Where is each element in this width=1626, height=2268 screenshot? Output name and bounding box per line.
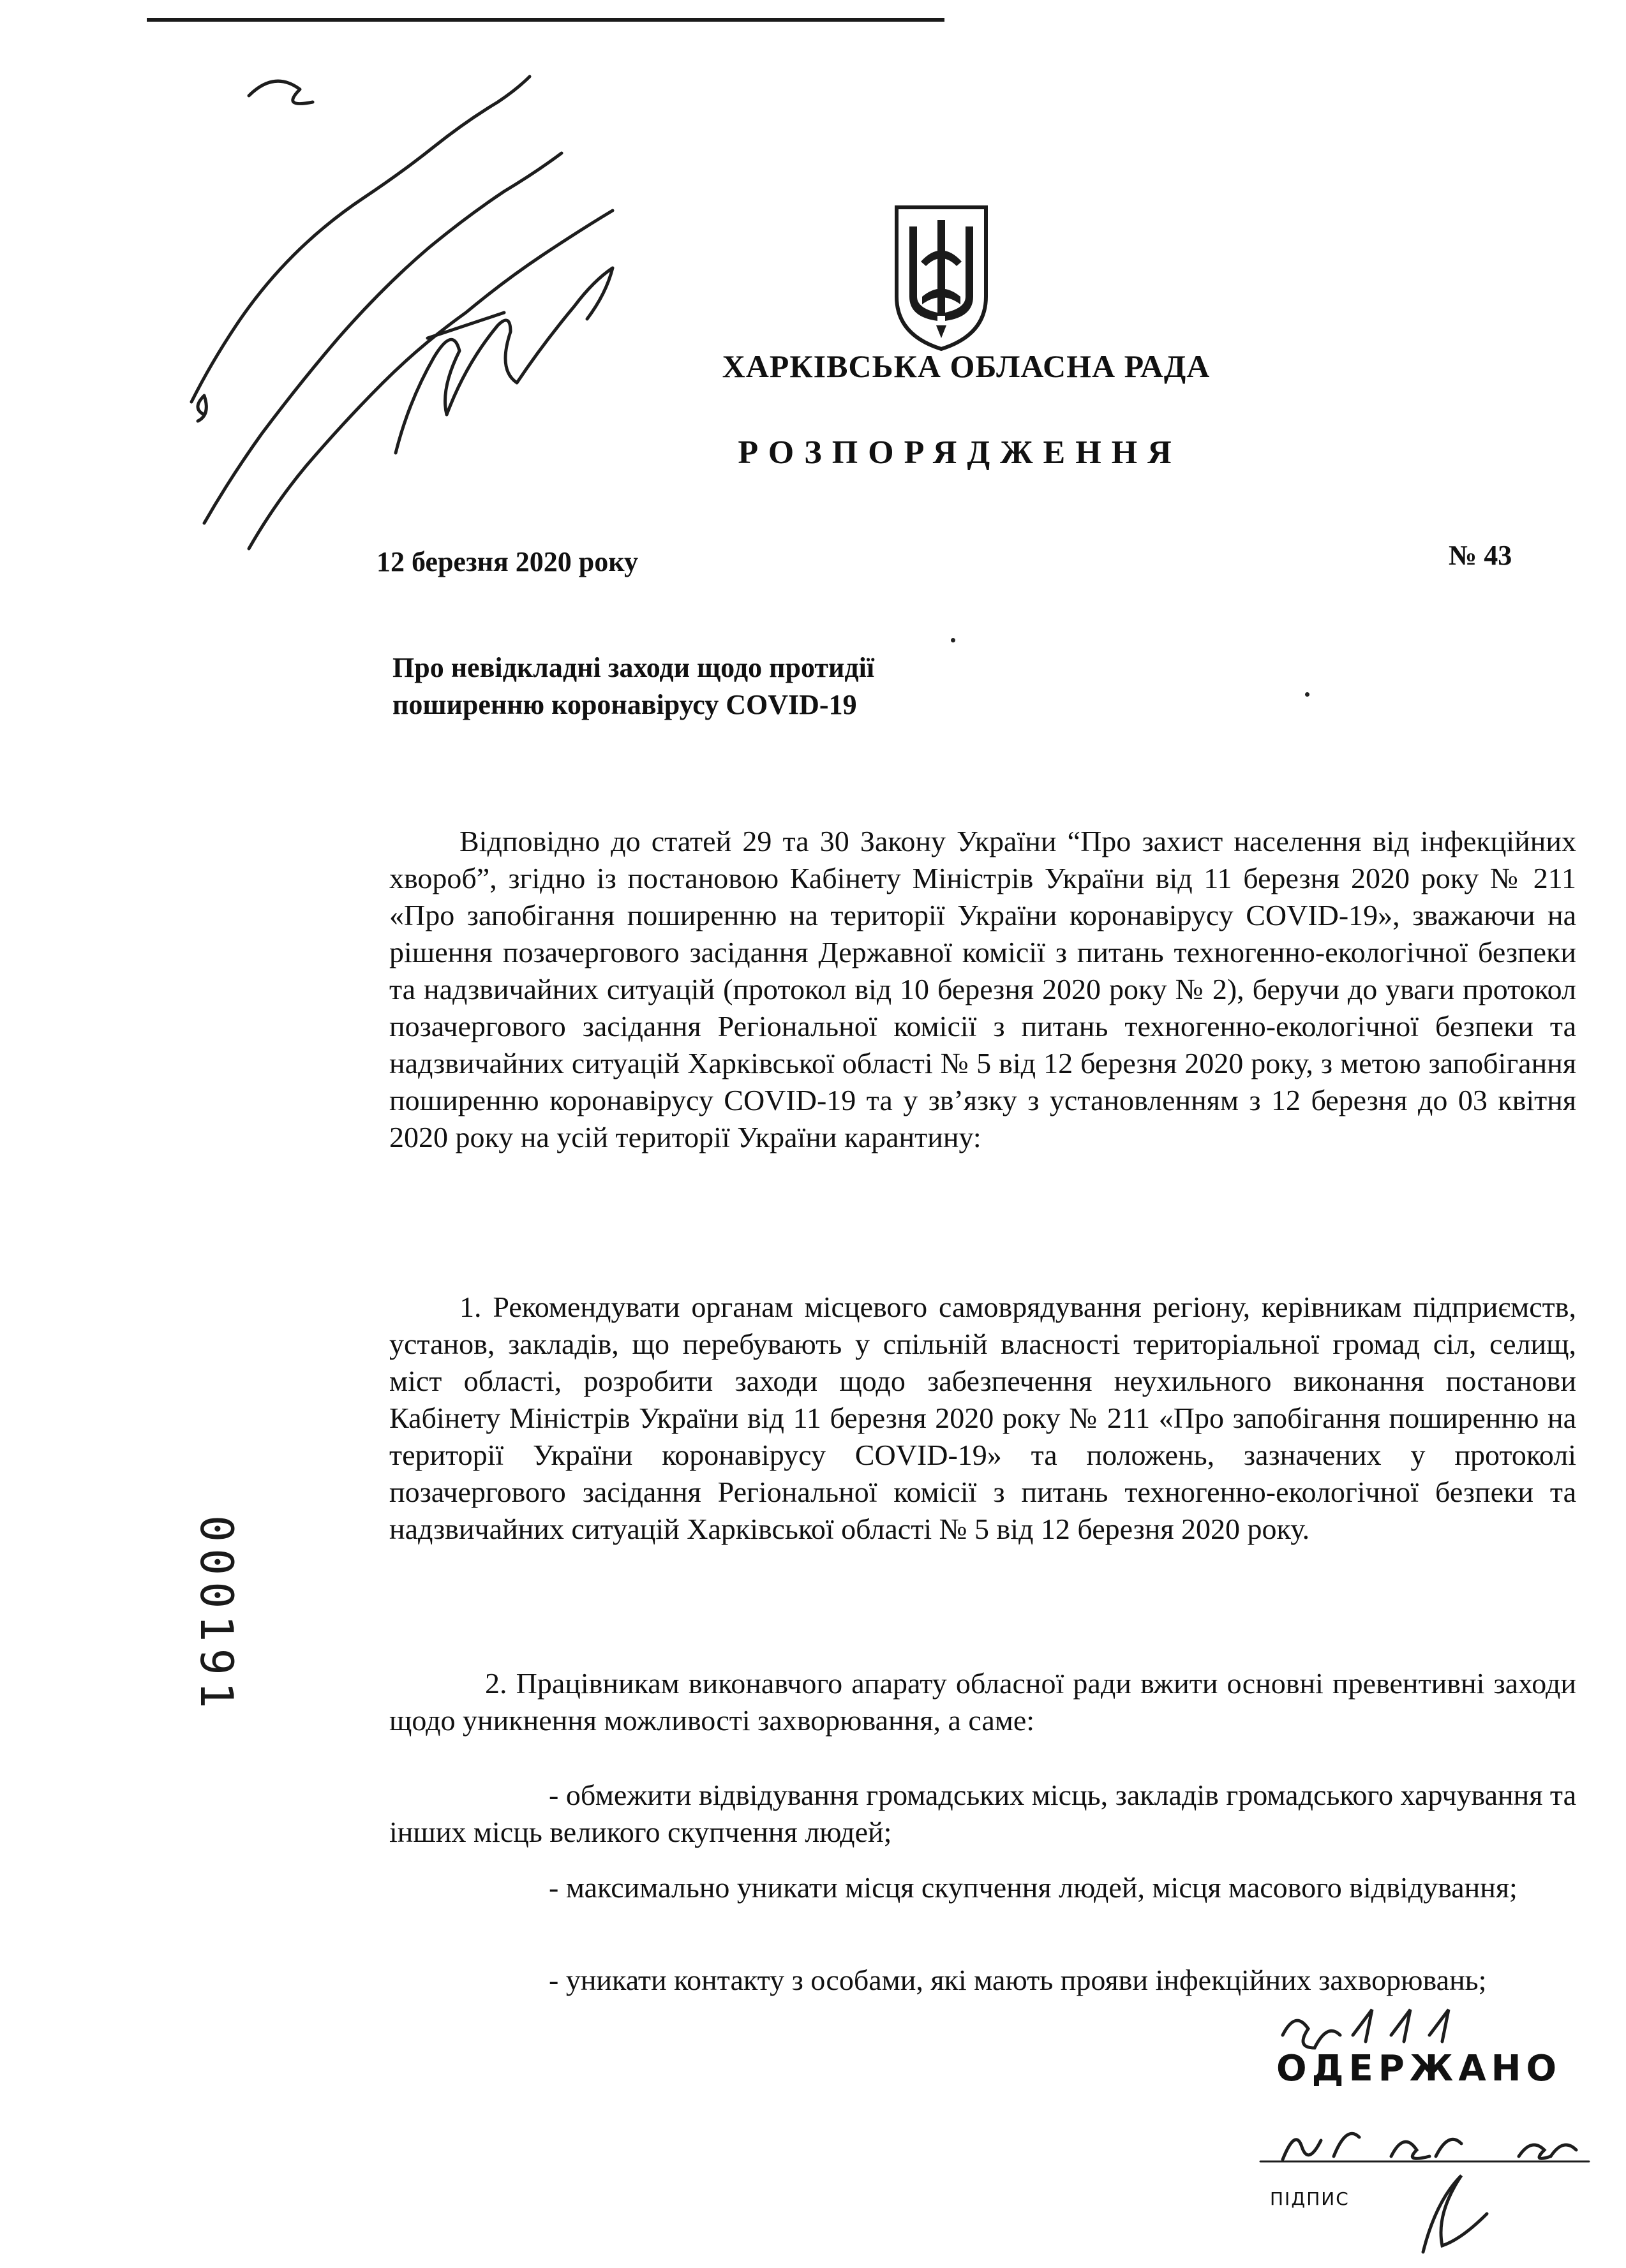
top-scan-line [147,18,944,22]
scan-speck [1305,692,1309,697]
bullet-2: - максимально уникати місця скупчення людей, місця масового відвідування; [549,1871,1518,1904]
organization-name: ХАРКІВСЬКА ОБЛАСНА РАДА [722,348,1211,384]
document-type: РОЗПОРЯДЖЕННЯ [738,434,1182,471]
document-subject [392,649,874,723]
handwritten-resolution [153,38,791,612]
received-stamp-handwriting [1244,2003,1602,2258]
item-1-paragraph: 1. Рекомендувати органам місцевого самоврядування регіону, керівникам підприємств, установ, закладів, що перебувають у спільній власності територіальної громад сіл, селищ, міст області, розробити заходи щодо забезпечення неухильного виконання постанови Кабінету Міністрів України від 11 березня 2020 року № 211 «Про запобігання поширенню на території України коронавірусу COVID-19» та положень, зазначених у протоколі позачергового засідання Регіональної комісії з питань техногенно-екологічної безпеки та надзвичайних ситуацій Харківської області № 5 від 12 березня 2020 року. [389,1291,1576,1545]
received-stamp-word: ОДЕРЖАНО [1276,2048,1562,2089]
document-date: 12 березня 2020 року [377,546,638,577]
document-number: № 43 [1449,540,1512,571]
item-2-paragraph: 2. Працівникам виконавчого апарату обласної ради вжити основні превентивні заходи щодо уникнення можливості захворювання, а саме: [389,1667,1576,1737]
scan-speck [951,638,955,642]
bullet-3: - уникати контакту з особами, які мають прояви інфекційних захворювань; [549,1964,1487,1996]
subject-line-1: Про невідкладні заходи щодо протидії [392,652,875,683]
margin-registration-number: 000191 [190,1515,242,1715]
bullet-1: - обмежити відвідування громадських місць, закладів громадського харчування та інших місць великого скупчення людей; [389,1779,1576,1848]
preamble-paragraph: Відповідно до статей 29 та 30 Закону України “Про захист населення від інфекційних хвороб”, згідно із постановою Кабінету Міністрів України від 11 березня 2020 року № 211 «Про запобігання поширенню на території України коронавірусу COVID-19», зважаючи на рішення позачергового засідання Державної комісії з питань техногенно-екологічної безпеки та надзвичайних ситуацій (протокол від 10 березня 2020 року № 2), беручи до уваги протокол позачергового засідання Регіональної комісії з питань техногенно-екологічної безпеки та надзвичайних ситуацій Харківської області № 5 від 12 березня 2020 року, з метою запобігання поширенню коронавірусу COVID-19 та у зв’язку з установленням з 12 березня до 03 квітня 2020 року на усій території України карантину: [389,825,1576,1153]
coat-of-arms-icon [890,201,992,354]
received-stamp-signature-label: ПІДПИС [1270,2188,1350,2209]
subject-line-2: поширенню коронавірусу COVID-19 [392,689,857,720]
